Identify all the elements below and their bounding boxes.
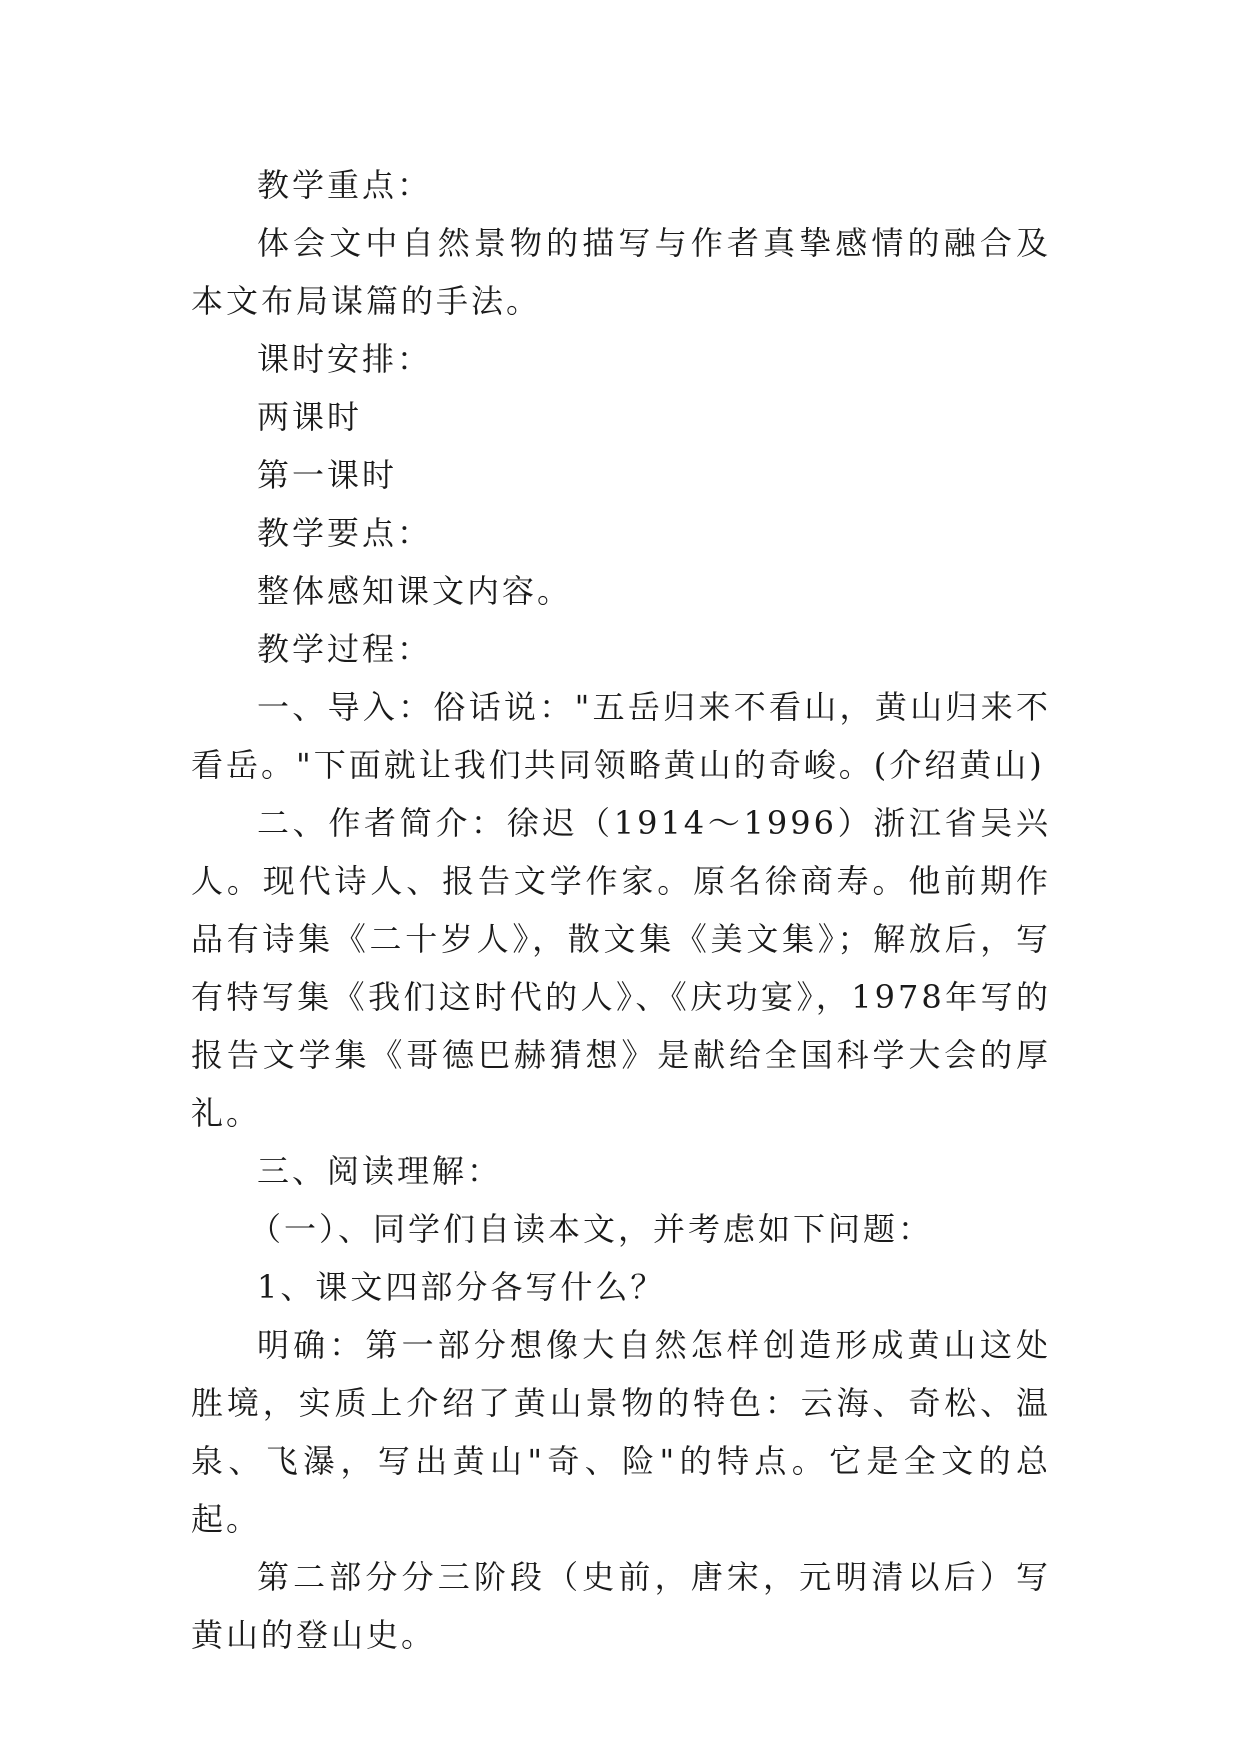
heading-teaching-focus: 教学重点： [257, 166, 433, 204]
answer-part-1: 明确：第一部分想像大自然怎样创造形成黄山这处胜境，实质上介绍了黄山景物的特色：云海、奇松、温泉、飞瀑，写出黄山"奇、险"的特点。它是全文的总起。 [191, 1326, 1051, 1538]
heading-key-points: 教学要点： [257, 514, 433, 552]
paragraph-key-points: 整体感知课文内容。 [257, 572, 573, 610]
question-1: 1、课文四部分各写什么？ [257, 1268, 666, 1306]
paragraph-schedule: 两课时 [257, 398, 363, 436]
answer-part-2: 第二部分分三阶段（史前，唐宋，元明清以后）写黄山的登山史。 [191, 1558, 1051, 1654]
heading-first-lesson: 第一课时 [257, 456, 398, 494]
paragraph-introduction: 一、导入：俗话说："五岳归来不看山，黄山归来不看岳。"下面就让我们共同领略黄山的奇峻。(介绍黄山) [191, 688, 1051, 784]
paragraph-teaching-focus: 体会文中自然景物的描写与作者真挚感情的融合及本文布局谋篇的手法。 [191, 224, 1051, 320]
heading-reading: 三、阅读理解： [257, 1152, 503, 1190]
document-body [191, 156, 1051, 1664]
paragraph-self-reading: （一）、同学们自读本文，并考虑如下问题： [249, 1210, 934, 1248]
heading-process: 教学过程： [257, 630, 433, 668]
paragraph-author-bio: 二、作者简介：徐迟（1914～1996）浙江省吴兴人。现代诗人、报告文学作家。原名徐商寿。他前期作品有诗集《二十岁人》，散文集《美文集》；解放后，写有特写集《我们这时代的人》、《庆功宴》，1978年写的报告文学集《哥德巴赫猜想》是献给全国科学大会的厚礼。 [191, 804, 1051, 1132]
heading-schedule: 课时安排： [257, 340, 433, 378]
